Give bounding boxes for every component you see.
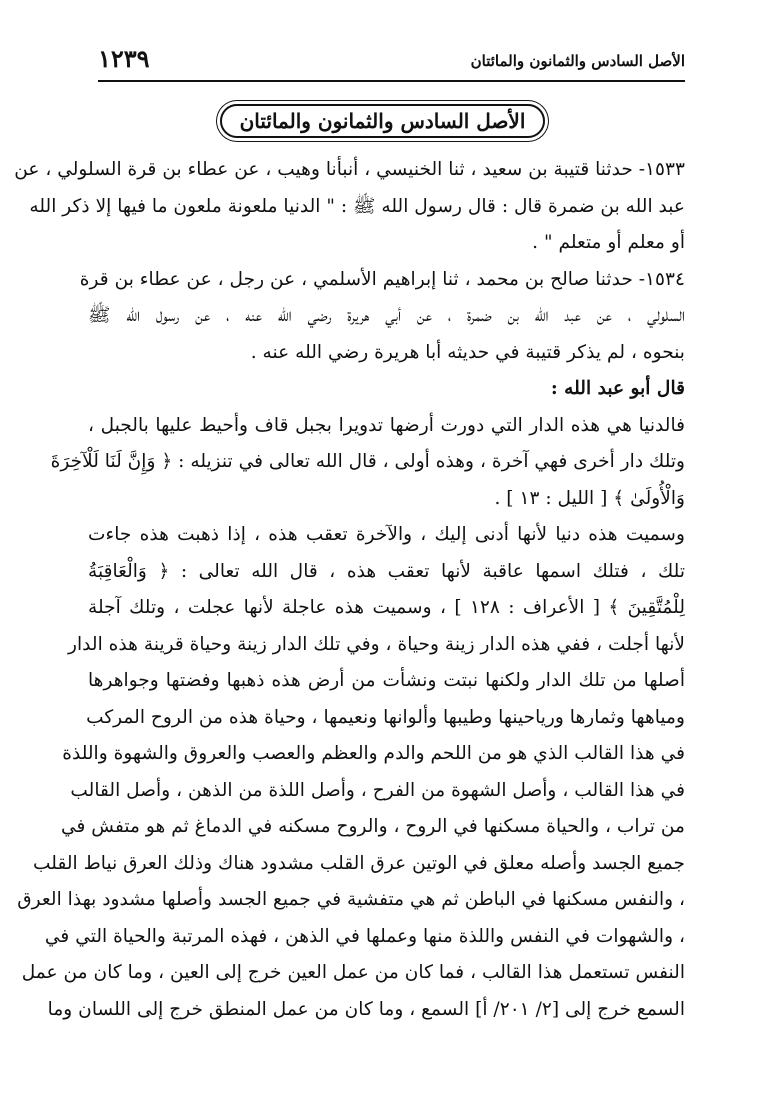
text-line: وسميت هذه دنيا لأنها أدنى إليك ، والآخرة تعقب هذه ، إذا ذهبت هذه جاءت — [88, 524, 685, 545]
text-line: ١٥٣٤- حدثنا صالح بن محمد ، ثنا إبراهيم الأسلمي ، عن رجل ، عن عطاء بن قرة — [79, 268, 685, 290]
chapter-title: الأصل السادس والثمانون والمائتان — [220, 104, 546, 138]
text-line: ١٥٣٣- حدثنا قتيبة بن سعيد ، ثنا الخنيسي ، أنبأنا وهيب ، عن عطاء بن قرة السلولي ، عن — [14, 159, 685, 180]
text-line: ، والنفس مسكنها في الباطن ثم هي متفشية في جميع الجسد وأصلها مشدود بهذا العرق — [17, 889, 685, 910]
running-title: الأصل السادس والثمانون والمائتان — [470, 52, 685, 70]
text-line: أصلها من تلك الدار ولكنها نبتت ونشأت من أرض هذه ذهبها وفضتها وجواهرها — [88, 670, 685, 691]
text-line: فالدنيا هي هذه الدار التي دورت أرضها تدويرا بجبل قاف وأحيط عليها بالجبل ، — [88, 414, 685, 436]
text-line: عبد الله بن ضمرة قال : قال رسول الله ﷺ : " الدنيا ملعونة ملعون ما فيها إلا ذكر الله — [29, 195, 685, 217]
text-line: ومياهها وثمارها ورياحينها وطيبها وألوانها ونعيمها ، وحياة هذه من الروح المركب — [86, 706, 685, 728]
text-line: وتلك دار أخرى فهي آخرة ، وهذه أولى ، قال الله تعالى في تنزيله : ﴿ وَإِنَّ لَنَا لَلْآخِرَةَ — [50, 451, 685, 472]
text-line: تلك ، فتلك اسمها عاقبة لأنها تعقب هذه ، قال الله تعالى : ﴿ وَالْعَاقِبَةُ — [88, 560, 685, 582]
text-line: من تراب ، والحياة مسكنها في الروح ، والروح مسكنه في الدماغ ثم هو متفش في — [61, 816, 685, 837]
text-line: جميع الجسد وأصله معلق في الوتين عرق القلب مشدود هناك وذلك العرق نياط القلب — [33, 852, 685, 874]
text-line: في هذا القالب ، وأصل الشهوة من الفرح ، وأصل اللذة من الذهن ، وأصل القالب — [70, 779, 685, 801]
running-header — [98, 46, 685, 82]
body-text — [14, 152, 685, 1028]
text-line: السمع خرج إلى [٢/ ٢٠١/ أ] السمع ، وما كان من عمل المنطق خرج إلى اللسان وما — [47, 998, 685, 1020]
text-line: ، والشهوات في النفس واللذة منها وعملها في الذهن ، فهذه المرتبة والحياة التي في — [44, 925, 685, 947]
chapter-heading-container — [0, 104, 765, 138]
text-line: أو معلم أو متعلم " . — [532, 232, 685, 253]
text-line: بنحوه ، لم يذكر قتيبة في حديثه أبا هريرة رضي الله عنه . — [250, 341, 685, 363]
text-line: السلولي ، عن عبد الله بن ضمرة ، عن أبي هريرة رضي الله عنه ، عن رسول الله ﷺ — [88, 305, 685, 326]
page-number: ١٢٣٩ — [98, 44, 150, 73]
text-line: النفس تستعمل هذا القالب ، فما كان من عمل العين خرج إلى العين ، وما كان من عمل — [21, 962, 685, 983]
section-label: قال أبو عبد الله : — [550, 378, 685, 399]
text-line: وَالْأُولَىٰ ﴾ [ الليل : ١٣ ] . — [494, 487, 685, 509]
text-line: في هذا القالب الذي هو من اللحم والدم والعظم والعصب والعروق والشهوة واللذة — [62, 743, 685, 764]
text-line: لأنها أجلت ، ففي هذه الدار زينة وحياة ، وفي تلك الدار زينة وحياة قرينة هذه الدار — [68, 633, 685, 655]
text-line: لِلْمُتَّقِينَ ﴾ [ الأعراف : ١٢٨ ] ، وسميت هذه عاجلة لأنها عجلت ، وتلك آجلة — [88, 597, 685, 618]
